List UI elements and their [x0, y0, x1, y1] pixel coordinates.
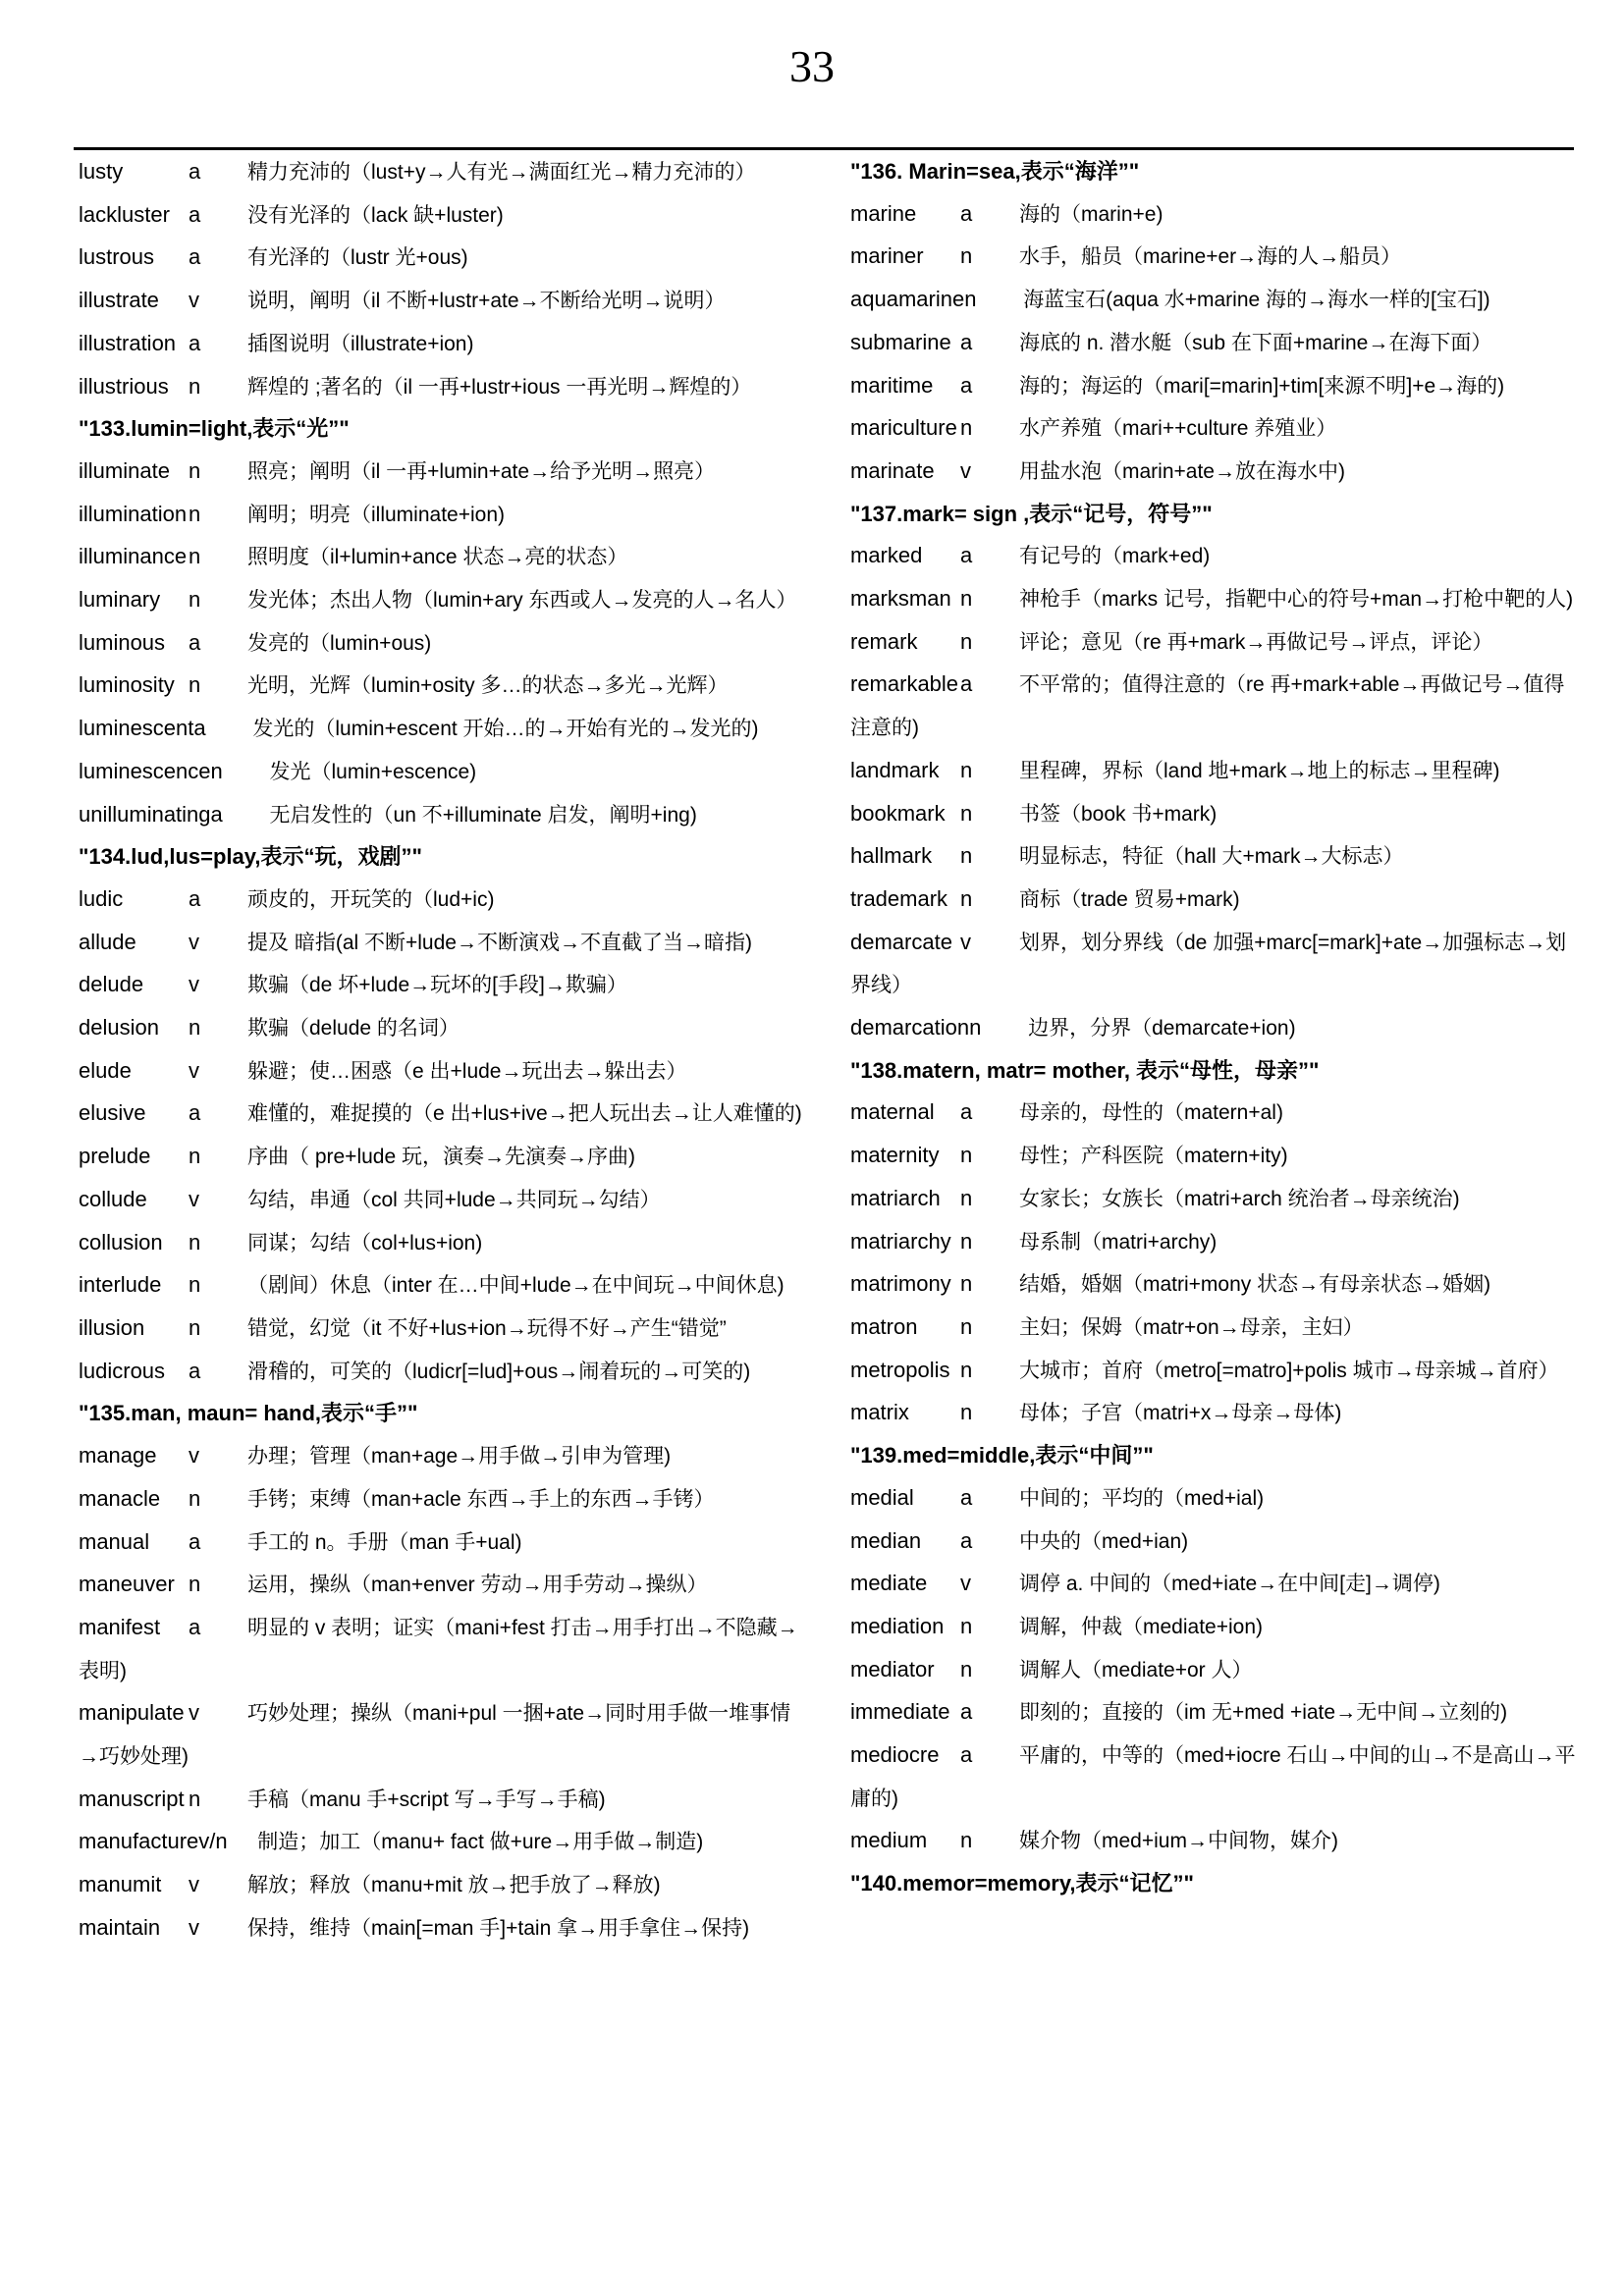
section-heading: "136. Marin=sea,表示“海洋”" [850, 159, 1140, 184]
entry-definition: 书签（book 书+mark) [1019, 802, 1218, 826]
vocab-entry [79, 1864, 805, 1907]
entry-part-of-speech: n [189, 373, 201, 399]
entry-part-of-speech: n [189, 1015, 201, 1041]
vocab-entry [79, 237, 805, 280]
entry-word: hallmark [850, 843, 933, 869]
entry-word: illustrious [79, 373, 169, 399]
vocab-entry [79, 751, 805, 794]
entry-word: collude [79, 1186, 147, 1211]
entry-part-of-speech: n [960, 800, 973, 826]
entry-word: delude [79, 972, 144, 997]
entry-definition: 水产养殖（mari++culture 养殖业） [1019, 417, 1337, 441]
entry-definition: 神枪手（marks 记号，指靶中心的符号+man→打枪中靶的人) [1019, 588, 1574, 612]
entry-word: marinate [850, 457, 935, 483]
entry-definition: （剧间）休息（inter 在…中间+lude→在中间玩→中间休息) [247, 1274, 785, 1298]
entry-part-of-speech: a [960, 1099, 973, 1125]
vocab-entry [79, 323, 805, 366]
vocab-entry [850, 1092, 1577, 1135]
section-heading: "139.med=middle,表示“中间”" [850, 1443, 1154, 1468]
entry-part-of-speech: v [960, 1571, 971, 1596]
entry-definition: 发光的（lumin+escent 开始…的→开始有光的→发光的) [252, 718, 759, 741]
entry-part-of-speech: a [189, 201, 201, 227]
entry-word: matriarch [850, 1185, 941, 1210]
entry-part-of-speech: v [189, 1700, 199, 1726]
entry-word: illumination [79, 501, 188, 526]
vocab-entry [79, 194, 805, 238]
entry-part-of-speech: a [960, 329, 973, 354]
vocab-entry [79, 1564, 805, 1607]
entry-part-of-speech: n [960, 1656, 973, 1682]
vocab-entry [850, 193, 1577, 237]
entry-part-of-speech: v [189, 288, 199, 313]
entry-word: aquamarine [850, 287, 965, 312]
entry-word: remark [850, 628, 918, 654]
entry-word: unilluminating [79, 801, 211, 827]
vocab-entry [79, 708, 805, 751]
entry-part-of-speech: n [189, 672, 201, 698]
entry-word: demarcate [850, 929, 952, 954]
entry-word: metropolis [850, 1357, 950, 1382]
entry-definition: 水手，船员（marine+er→海的人→船员） [1019, 245, 1402, 269]
vocab-entry [79, 1522, 805, 1565]
entry-part-of-speech: a [960, 372, 973, 398]
entry-part-of-speech: n [960, 1185, 973, 1210]
entry-part-of-speech: a [193, 716, 206, 741]
entry-part-of-speech: a [189, 1100, 201, 1126]
entry-word: luminescent [79, 716, 194, 741]
entry-word: medial [850, 1484, 914, 1510]
section-heading: "134.lud,lus=play,表示“玩，戏剧”" [79, 844, 422, 870]
entry-part-of-speech: a [189, 1358, 201, 1383]
entry-part-of-speech: n [960, 1143, 973, 1168]
entry-definition: 解放；释放（manu+mit 放→把手放了→释放) [247, 1874, 661, 1897]
vocab-entry [79, 794, 805, 837]
vocab-entry [79, 1821, 805, 1864]
vocab-entry [850, 1135, 1577, 1178]
entry-part-of-speech: v [189, 1914, 199, 1940]
entry-part-of-speech: a [189, 885, 201, 911]
vocab-entry [79, 451, 805, 494]
entry-definition: 母系制（matri+archy) [1019, 1230, 1218, 1254]
entry-definition: 中间的；平均的（med+ial) [1019, 1486, 1265, 1510]
entry-word: maritime [850, 372, 934, 398]
entry-definition: 媒介物（med+ium→中间物，媒介) [1019, 1830, 1338, 1853]
entry-part-of-speech: n [960, 1271, 973, 1297]
entry-word: ludicrous [79, 1358, 166, 1383]
entry-definition: 调停 a. 中间的（med+iate→在中间[走]→调停) [1019, 1573, 1440, 1596]
entry-definition: 保持，维持（main[=man 手]+tain 拿→用手拿住→保持) [247, 1916, 750, 1940]
entry-part-of-speech: a [960, 671, 973, 697]
vocab-entry [850, 1606, 1577, 1649]
vocab-entry [79, 1093, 805, 1136]
entry-word: luminescence [79, 758, 211, 783]
entry-definition: 顽皮的，开玩笑的（lud+ic) [247, 887, 495, 911]
vocab-entry [79, 494, 805, 537]
vocab-entry [850, 1350, 1577, 1393]
vocab-entry [79, 1050, 805, 1094]
entry-definition: 女家长；女族长（matri+arch 统治者→母亲统治) [1019, 1187, 1460, 1210]
entry-part-of-speech: n [189, 457, 201, 483]
entry-part-of-speech: n [189, 544, 201, 569]
entry-part-of-speech: a [960, 1484, 973, 1510]
vocab-entry [79, 1607, 805, 1692]
vocab-entry [850, 279, 1577, 322]
entry-word: maternity [850, 1143, 940, 1168]
entry-definition: 不平常的；值得注意的（re 再+mark+able→再做记号→值得注意的) [850, 673, 1565, 740]
entry-definition: 说明，阐明（il 不断+lustr+ate→不断给光明→说明） [247, 290, 726, 313]
entry-word: interlude [79, 1272, 162, 1298]
entry-word: maintain [79, 1914, 161, 1940]
entry-definition: 精力充沛的（lust+y→人有光→满面红光→精力充沛的） [247, 161, 756, 184]
right-column [850, 151, 1577, 1905]
entry-part-of-speech: a [189, 629, 201, 655]
entry-definition: 平庸的，中等的（med+iocre 石山→中间的山→不是高山→平庸的) [850, 1744, 1576, 1810]
entry-definition: 照亮；阐明（il 一再+lumin+ate→给予光明→照亮） [247, 459, 716, 483]
entry-word: mediator [850, 1656, 935, 1682]
vocab-entry [850, 835, 1577, 879]
entry-definition: 发光（lumin+escence) [269, 760, 477, 783]
entry-definition: 大城市；首府（metro[=matro]+polis 城市→母亲城→首府） [1019, 1359, 1559, 1382]
entry-part-of-speech: n [189, 1314, 201, 1340]
entry-word: medium [850, 1828, 928, 1853]
entry-word: luminous [79, 629, 166, 655]
entry-part-of-speech: a [960, 1742, 973, 1768]
entry-word: mediate [850, 1571, 928, 1596]
entry-part-of-speech: a [210, 801, 223, 827]
entry-definition: 用盐水泡（marin+ate→放在海水中) [1019, 459, 1345, 483]
entry-word: delusion [79, 1015, 159, 1041]
entry-part-of-speech: n [189, 1144, 201, 1169]
entry-part-of-speech: v [189, 1057, 199, 1083]
vocab-entry [850, 1178, 1577, 1221]
entry-definition: 欺骗（de 坏+lude→玩坏的[手段]→欺骗） [247, 974, 627, 997]
vocab-entry [850, 1521, 1577, 1564]
entry-definition: 辉煌的 ;著名的（il 一再+lustr+ious 一再光明→辉煌的） [247, 375, 752, 399]
entry-word: luminosity [79, 672, 175, 698]
entry-word: mediation [850, 1613, 945, 1638]
entry-definition: 调解人（mediate+or 人） [1019, 1658, 1253, 1682]
entry-part-of-speech: n [960, 885, 973, 911]
entry-definition: 无启发性的（un 不+illuminate 启发，阐明+ing) [269, 803, 697, 827]
entry-part-of-speech: v [189, 1443, 199, 1468]
entry-definition: 勾结，串通（col 共同+lude→共同玩→勾结） [247, 1188, 661, 1211]
entry-word: marksman [850, 586, 951, 612]
header-rule [74, 147, 1574, 150]
vocab-entry [79, 922, 805, 965]
vocab-entry [79, 1351, 805, 1394]
vocab-entry [850, 1477, 1577, 1521]
entry-definition: 调解，仲裁（mediate+ion) [1019, 1615, 1263, 1638]
entry-word: landmark [850, 757, 940, 782]
entry-word: allude [79, 929, 136, 954]
vocab-entry [79, 1779, 805, 1822]
entry-definition: 母亲的，母性的（matern+al) [1019, 1101, 1283, 1125]
vocab-entry [79, 1435, 805, 1478]
entry-part-of-speech: v [960, 929, 971, 954]
entry-word: illustrate [79, 288, 159, 313]
entry-definition: 难懂的，难捉摸的（e 出+lus+ive→把人玩出去→让人难懂的) [247, 1102, 802, 1126]
entry-word: manual [79, 1528, 150, 1554]
vocab-entry [850, 1392, 1577, 1435]
vocab-entry [850, 1735, 1577, 1820]
vocab-entry [850, 407, 1577, 451]
entry-part-of-speech: n [969, 1015, 982, 1041]
entry-part-of-speech: v [189, 1872, 199, 1897]
entry-word: manumit [79, 1872, 162, 1897]
entry-definition: 办理；管理（man+age→用手做→引申为管理) [247, 1445, 672, 1468]
entry-definition: 手工的 n。手册（man 手+ual) [247, 1530, 522, 1554]
vocab-entry [79, 1136, 805, 1179]
entry-definition: 明显的 v 表明；证实（mani+fest 打击→用手打出→不隐藏→表明) [79, 1616, 798, 1682]
entry-part-of-speech: n [189, 501, 201, 526]
entry-definition: 躲避；使…困惑（e 出+lude→玩出去→躲出去） [247, 1059, 687, 1083]
entry-word: marked [850, 543, 923, 568]
entry-part-of-speech: v [189, 929, 199, 954]
entry-definition: 照明度（il+lumin+ance 状态→亮的状态） [247, 546, 628, 569]
vocab-entry [79, 1692, 805, 1778]
vocab-entry [79, 964, 805, 1007]
entry-word: collusion [79, 1229, 163, 1255]
entry-part-of-speech: a [189, 244, 201, 270]
entry-word: mediocre [850, 1742, 940, 1768]
entry-definition: 同谋；勾结（col+lus+ion) [247, 1231, 483, 1255]
entry-definition: 提及 暗指(al 不断+lude→不断演戏→不直截了当→暗指) [247, 931, 752, 954]
entry-part-of-speech: v [189, 972, 199, 997]
vocab-entry [850, 1307, 1577, 1350]
entry-word: luminary [79, 587, 161, 613]
entry-word: manifest [79, 1614, 161, 1639]
entry-word: trademark [850, 885, 948, 911]
entry-definition: 欺骗（delude 的名词） [247, 1017, 460, 1041]
entry-word: marine [850, 200, 917, 226]
entry-part-of-speech: n [189, 587, 201, 613]
entry-part-of-speech: a [960, 200, 973, 226]
vocab-entry [850, 1221, 1577, 1264]
entry-word: ludic [79, 885, 124, 911]
entry-word: lusty [79, 159, 124, 184]
entry-part-of-speech: a [189, 1614, 201, 1639]
entry-definition: 光明，光辉（lumin+osity 多…的状态→多光→光辉） [247, 674, 729, 698]
entry-word: illuminate [79, 457, 170, 483]
vocab-entry [79, 622, 805, 666]
vocab-entry [850, 621, 1577, 665]
entry-definition: 里程碑，界标（land 地+mark→地上的标志→里程碑) [1019, 759, 1500, 782]
entry-word: submarine [850, 329, 951, 354]
entry-word: remarkable [850, 671, 959, 697]
vocab-entry [850, 451, 1577, 494]
page-number: 33 [789, 41, 835, 91]
entry-part-of-speech: a [960, 1699, 973, 1725]
entry-word: maternal [850, 1099, 935, 1125]
entry-definition: 序曲（ pre+lude 玩，演奏→先演奏→序曲) [247, 1146, 635, 1169]
entry-word: mariculture [850, 415, 957, 441]
entry-part-of-speech: v/n [198, 1829, 228, 1854]
entry-definition: 运用，操纵（man+enver 劳动→用手劳动→操纵） [247, 1574, 708, 1597]
entry-part-of-speech: n [960, 1313, 973, 1339]
entry-word: matrix [850, 1400, 909, 1425]
entry-part-of-speech: n [960, 1613, 973, 1638]
vocab-entry [79, 1264, 805, 1308]
vocab-entry [850, 1649, 1577, 1692]
entry-part-of-speech: n [960, 757, 973, 782]
entry-part-of-speech: n [960, 1357, 973, 1382]
vocab-entry [850, 750, 1577, 793]
vocab-entry [850, 1820, 1577, 1863]
entry-part-of-speech: n [189, 1786, 201, 1811]
entry-word: manacle [79, 1485, 161, 1511]
entry-definition: 评论；意见（re 再+mark→再做记号→评点，评论） [1019, 630, 1493, 654]
entry-part-of-speech: v [960, 457, 971, 483]
entry-part-of-speech: n [960, 586, 973, 612]
entry-definition: 划界，划分界线（de 加强+marc[=mark]+ate→加强标志→划界线） [850, 931, 1567, 997]
entry-part-of-speech: n [960, 1828, 973, 1853]
entry-part-of-speech: n [960, 415, 973, 441]
entry-definition: 主妇；保姆（matr+on→母亲，主妇） [1019, 1315, 1364, 1339]
entry-word: mariner [850, 243, 924, 269]
vocab-entry [79, 536, 805, 579]
entry-part-of-speech: n [189, 1272, 201, 1298]
entry-definition: 母体；子宫（matri+x→母亲→母体) [1019, 1402, 1342, 1425]
vocab-entry [79, 665, 805, 708]
entry-word: bookmark [850, 800, 946, 826]
entry-word: maneuver [79, 1572, 175, 1597]
entry-word: matron [850, 1313, 918, 1339]
entry-word: matrimony [850, 1271, 951, 1297]
vocab-entry [850, 1691, 1577, 1735]
entry-word: lustrous [79, 244, 155, 270]
entry-word: lackluster [79, 201, 170, 227]
vocab-entry [850, 365, 1577, 408]
entry-part-of-speech: a [960, 543, 973, 568]
entry-definition: 插图说明（illustrate+ion) [247, 332, 474, 355]
vocab-entry [79, 280, 805, 323]
entry-definition: 中央的（med+ian) [1019, 1529, 1189, 1553]
entry-definition: 手铐；束缚（man+acle 东西→手上的东西→手铐） [247, 1487, 715, 1511]
vocab-entry [79, 1007, 805, 1050]
entry-part-of-speech: a [960, 1527, 973, 1553]
entry-part-of-speech: n [960, 1400, 973, 1425]
entry-definition: 海蓝宝石(aqua 水+marine 海的→海水一样的[宝石]) [1023, 289, 1490, 312]
entry-word: matriarchy [850, 1228, 951, 1254]
entry-definition: 制造；加工（manu+ fact 做+ure→用手做→制造) [257, 1831, 704, 1854]
entry-word: demarcation [850, 1015, 970, 1041]
entry-definition: 发光体；杰出人物（lumin+ary 东西或人→发亮的人→名人） [247, 589, 797, 613]
entry-word: elusive [79, 1100, 146, 1126]
entry-word: illusion [79, 1314, 145, 1340]
entry-part-of-speech: n [189, 1572, 201, 1597]
entry-part-of-speech: n [960, 243, 973, 269]
entry-definition: 手稿（manu 手+script 写→手写→手稿) [247, 1788, 606, 1811]
entry-definition: 明显标志，特征（hall 大+mark→大标志） [1019, 845, 1404, 869]
entry-word: manipulate [79, 1700, 185, 1726]
vocab-entry [850, 879, 1577, 922]
entry-word: illustration [79, 330, 177, 355]
vocab-entry [850, 664, 1577, 749]
section-heading: "137.mark= sign ,表示“记号，符号”" [850, 501, 1213, 526]
section-heading: "133.lumin=light,表示“光”" [79, 416, 350, 442]
entry-word: prelude [79, 1144, 151, 1169]
entry-word: immediate [850, 1699, 950, 1725]
entry-word: manufacture [79, 1829, 199, 1854]
entry-word: manuscript [79, 1786, 185, 1811]
entry-definition: 发亮的（lumin+ous) [247, 631, 432, 655]
vocab-entry [79, 151, 805, 194]
vocab-entry [79, 1478, 805, 1522]
entry-definition: 海底的 n. 潜水艇（sub 在下面+marine→在海下面） [1019, 331, 1492, 354]
entry-part-of-speech: v [189, 1186, 199, 1211]
entry-definition: 错觉，幻觉（it 不好+lus+ion→玩得不好→产生“错觉” [247, 1316, 727, 1340]
entry-word: manage [79, 1443, 157, 1468]
entry-part-of-speech: n [189, 1229, 201, 1255]
entry-part-of-speech: a [189, 330, 201, 355]
entry-part-of-speech: n [960, 843, 973, 869]
vocab-entry [850, 793, 1577, 836]
entry-definition: 阐明；明亮（illuminate+ion) [247, 503, 505, 526]
entry-definition: 结婚，婚姻（matri+mony 状态→有母亲状态→婚姻) [1019, 1273, 1491, 1297]
vocab-entry [850, 236, 1577, 279]
vocab-entry [850, 535, 1577, 578]
vocab-entry [79, 1222, 805, 1265]
left-column [79, 151, 805, 1950]
entry-word: median [850, 1527, 922, 1553]
entry-definition: 商标（trade 贸易+mark) [1019, 887, 1240, 911]
vocab-entry [850, 1263, 1577, 1307]
vocab-entry [850, 1007, 1577, 1050]
vocab-entry [850, 1563, 1577, 1606]
entry-definition: 有光泽的（lustr 光+ous) [247, 246, 468, 270]
vocab-entry [79, 579, 805, 622]
entry-definition: 没有光泽的（lack 缺+luster) [247, 203, 504, 227]
entry-part-of-speech: a [189, 159, 201, 184]
entry-definition: 巧妙处理；操纵（mani+pul 一捆+ate→同时用手做一堆事情→巧妙处理) [79, 1702, 791, 1769]
entry-word: illuminance [79, 544, 188, 569]
entry-part-of-speech: n [960, 1228, 973, 1254]
entry-part-of-speech: a [189, 1528, 201, 1554]
entry-definition: 有记号的（mark+ed) [1019, 545, 1211, 568]
section-heading: "140.memor=memory,表示“记忆”" [850, 1871, 1194, 1896]
entry-part-of-speech: n [964, 287, 977, 312]
entry-definition: 滑稽的，可笑的（ludicr[=lud]+ous→闹着玩的→可笑的) [247, 1360, 751, 1383]
vocab-entry [79, 1308, 805, 1351]
vocab-entry [79, 1907, 805, 1950]
entry-definition: 边界，分界（demarcate+ion) [1028, 1017, 1296, 1041]
entry-part-of-speech: n [210, 758, 223, 783]
entry-definition: 海的；海运的（mari[=marin]+tim[来源不明]+e→海的) [1019, 374, 1505, 398]
entry-definition: 即刻的；直接的（im 无+med +iate→无中间→立刻的) [1019, 1701, 1508, 1725]
section-heading: "135.man, maun= hand,表示“手”" [79, 1401, 418, 1426]
section-heading: "138.matern, matr= mother, 表示“母性，母亲”" [850, 1057, 1320, 1083]
entry-part-of-speech: n [960, 628, 973, 654]
vocab-entry [79, 1179, 805, 1222]
vocab-entry [79, 366, 805, 409]
vocab-entry [850, 922, 1577, 1007]
entry-definition: 海的（marin+e) [1019, 202, 1164, 226]
vocab-entry [850, 578, 1577, 621]
entry-definition: 母性；产科医院（matern+ity) [1019, 1145, 1288, 1168]
vocab-entry [79, 879, 805, 922]
vocab-entry [850, 322, 1577, 365]
entry-word: elude [79, 1057, 132, 1083]
entry-part-of-speech: n [189, 1485, 201, 1511]
